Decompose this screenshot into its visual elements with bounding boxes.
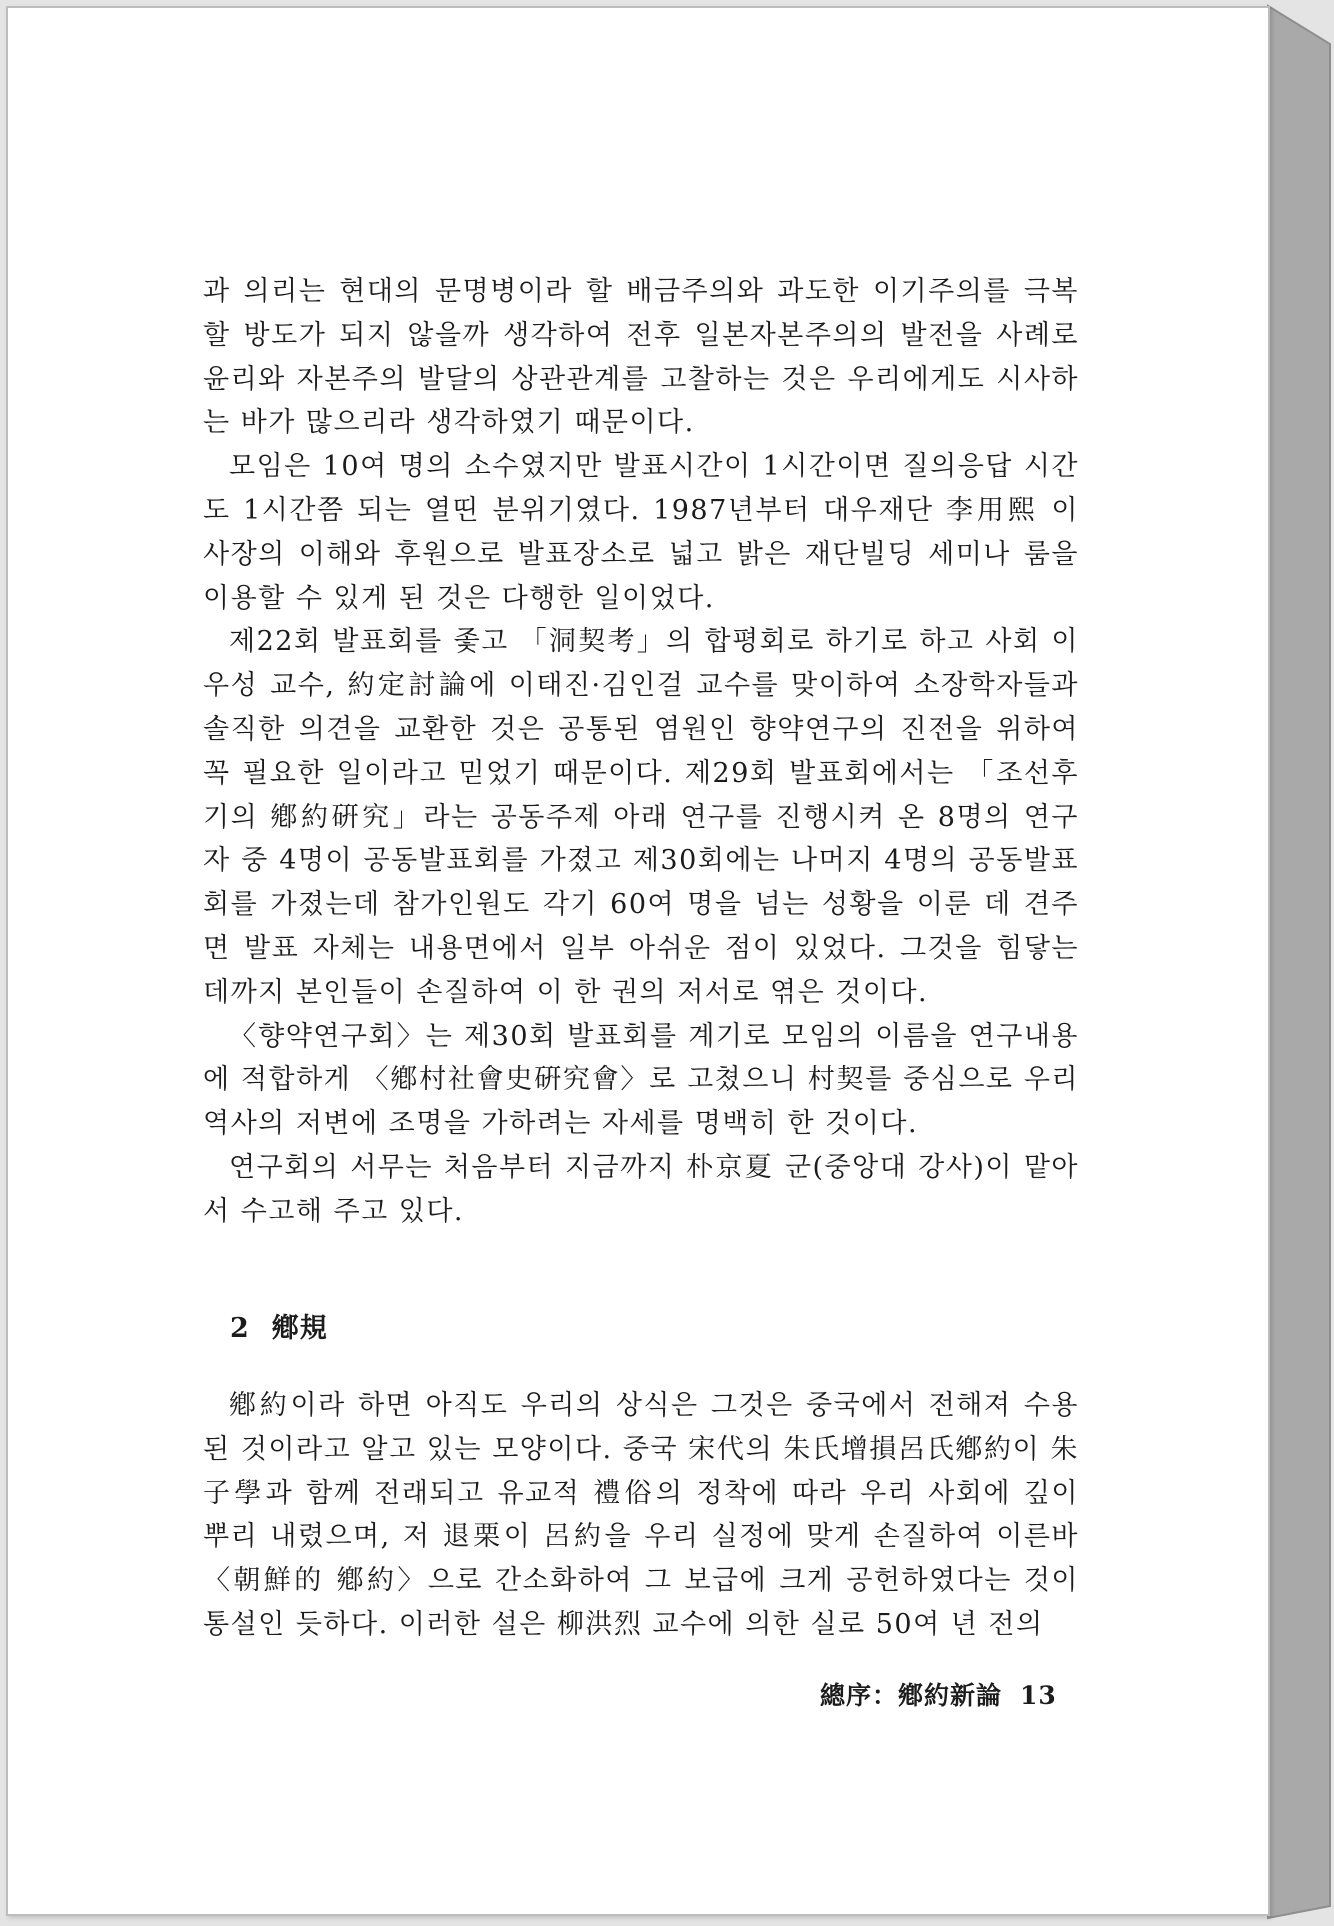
- section-body-text: [203, 1384, 1079, 1647]
- body-text: [203, 270, 1079, 1234]
- running-title: 總序：鄕約新論: [820, 1681, 1003, 1710]
- book-page-stack-shadow: [1268, 6, 1330, 1918]
- running-footer: [820, 1676, 1057, 1712]
- paragraph: 연구회의 서무는 처음부터 지금까지 朴京夏 군(중앙대 강사)이 맡아서 수고해 주고 있다.: [203, 1151, 1079, 1227]
- page-number: 13: [1020, 1681, 1057, 1710]
- paragraph: 과 의리는 현대의 문명병이라 할 배금주의와 과도한 이기주의를 극복할 방도가 되지 않을까 생각하여 전후 일본자본주의의 발전을 사례로 윤리와 자본주의 발달의 상관관계를 고찰하는 것은 우리에게도 시사하는 바가 많으리라 생각하였기 때문이다.: [203, 276, 1079, 439]
- paragraph: 제22회 발표회를 좇고 「洞契考」의 합평회로 하기로 하고 사회 이우성 교수, 約定討論에 이태진·김인걸 교수를 맞이하여 소장학자들과 솔직한 의견을 교환한 것은 공통된 염원인 향약연구의 진전을 위하여 꼭 필요한 일이라고 믿었기 때문이다. 제29회 발표회에서는 「조선후기의 鄕約硏究」라는 공동주제 아래 연구를 진행시켜 온 8명의 연구자 중 4명이 공동발표회를 가졌고 제30회에는 나머지 4명의 공동발표회를 가졌는데 참가인원도 각기 60여 명을 넘는 성황을 이룬 데 견주면 발표 자체는 내용면에서 일부 아쉬운 점이 있었다. 그것을 힘닿는 데까지 본인들이 손질하여 이 한 권의 저서로 엮은 것이다.: [203, 626, 1079, 1008]
- paragraph: 〈향약연구회〉는 제30회 발표회를 계기로 모임의 이름을 연구내용에 적합하게 〈鄕村社會史硏究會〉로 고쳤으니 村契를 중심으로 우리 역사의 저변에 조명을 가하려는 자세를 명백히 한 것이다.: [203, 1020, 1079, 1140]
- paragraph: 鄕約이라 하면 아직도 우리의 상식은 그것은 중국에서 전해져 수용된 것이라고 알고 있는 모양이다. 중국 宋代의 朱氏增損呂氏鄕約이 朱子學과 함께 전래되고 유교적 禮俗의 정착에 따라 우리 사회에 깊이 뿌리 내렸으며, 저 退栗이 呂約을 우리 실정에 맞게 손질하여 이른바 〈朝鮮的 鄕約〉으로 간소화하여 그 보급에 크게 공헌하였다는 것이 통설인 듯하다. 이러한 설은 柳洪烈 교수에 의한 실로 50여 년 전의: [203, 1390, 1079, 1640]
- section-number: 2: [230, 1313, 250, 1344]
- section-title: 鄕規: [271, 1313, 328, 1344]
- paragraph: 모임은 10여 명의 소수였지만 발표시간이 1시간이면 질의응답 시간도 1시간쯤 되는 열띤 분위기였다. 1987년부터 대우재단 李用熙 이사장의 이해와 후원으로 발표장소로 넓고 밝은 재단빌딩 세미나 룸을 이용할 수 있게 된 것은 다행한 일이었다.: [203, 451, 1079, 614]
- section-heading: [230, 1306, 328, 1345]
